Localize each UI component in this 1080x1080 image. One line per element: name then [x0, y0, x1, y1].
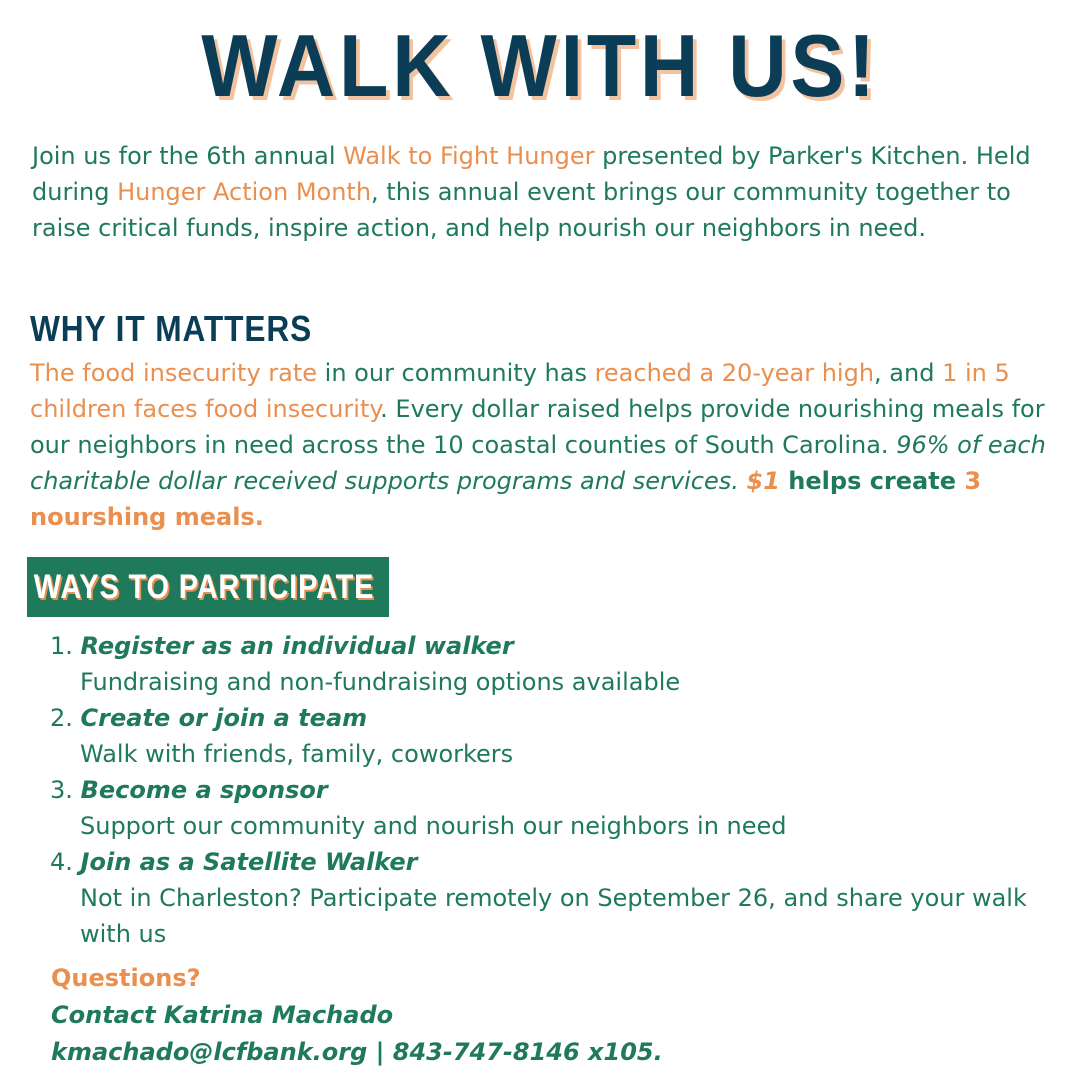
step-title: Create or join a team	[80, 704, 368, 732]
participation-steps	[50, 628, 1050, 952]
charitable-dollar-note: 96% of each charitable dollar received supports programs and services.	[30, 431, 1046, 495]
ways-to-participate-banner	[27, 557, 389, 617]
why-text-2: , and	[874, 359, 943, 387]
children-stat: 1 in 5 children faces food insecurity	[30, 359, 1010, 423]
contact-block	[51, 960, 663, 1071]
step-item	[50, 700, 1050, 772]
twenty-year-high: reached a 20-year high	[594, 359, 875, 387]
step-item	[50, 844, 1050, 952]
contact-name: Contact Katrina Machado	[51, 1001, 394, 1029]
why-it-matters-heading: WHY IT MATTERS	[30, 308, 313, 349]
step-description: Walk with friends, family, coworkers	[80, 740, 514, 768]
step-title: Become a sponsor	[80, 776, 328, 804]
intro-paragraph	[32, 138, 1042, 246]
step-number: 2.	[50, 704, 73, 732]
step-item	[50, 772, 1050, 844]
step-description: Support our community and nourish our neighbors in need	[80, 812, 787, 840]
ways-to-participate-heading: WAYS TO PARTICIPATE	[33, 568, 375, 606]
meals-count: 3 nourshing meals.	[30, 467, 982, 531]
questions-label: Questions?	[51, 964, 201, 992]
step-number: 4.	[50, 848, 73, 876]
food-insecurity-rate: The food insecurity rate	[30, 359, 318, 387]
why-text-1: in our community has	[317, 359, 595, 387]
intro-text-3: , this annual event brings our community together to raise critical funds, inspire action, and help nourish our neighbors in need.	[32, 178, 1011, 242]
intro-text-2: presented by Parker's Kitchen. Held during	[32, 142, 1031, 206]
why-paragraph	[30, 355, 1050, 535]
contact-details[interactable]: kmachado@lcfbank.org | 843-747-8146 x105.	[51, 1038, 663, 1066]
step-number: 3.	[50, 776, 73, 804]
dollar-amount: $1	[746, 467, 780, 495]
page-title: WALK WITH US!	[201, 16, 879, 115]
step-description: Fundraising and non-fundraising options available	[80, 668, 681, 696]
step-description: Not in Charleston? Participate remotely on September 26, and share your walk with us	[80, 884, 1027, 948]
helps-create: helps create	[779, 467, 965, 495]
why-text-3: . Every dollar raised helps provide nourishing meals for our neighbors in need across the 10 coastal counties of South Carolina.	[30, 395, 1045, 459]
step-number: 1.	[50, 632, 73, 660]
event-name: Walk to Fight Hunger	[343, 142, 595, 170]
hunger-action-month: Hunger Action Month	[117, 178, 372, 206]
step-item	[50, 628, 1050, 700]
step-title: Register as an individual walker	[80, 632, 514, 660]
step-title: Join as a Satellite Walker	[80, 848, 418, 876]
intro-text-1: Join us for the 6th annual	[32, 142, 344, 170]
